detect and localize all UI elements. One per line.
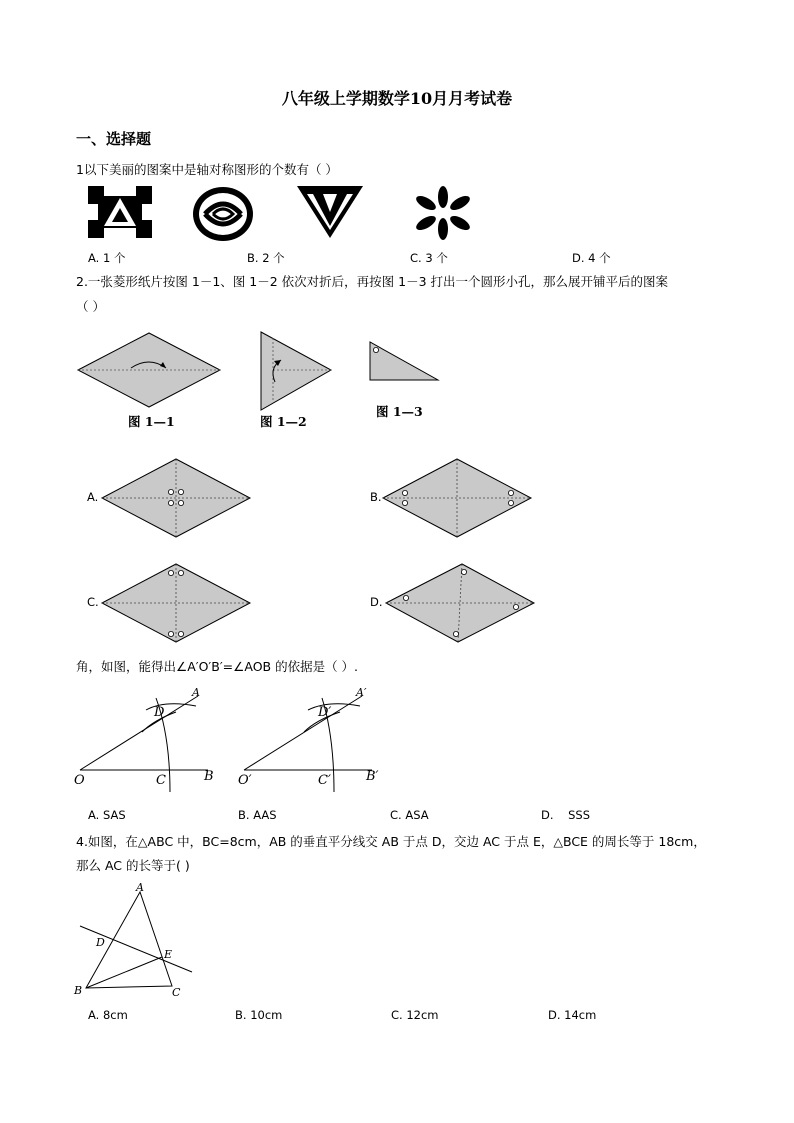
logo-pattern-2-icon — [192, 186, 254, 242]
q1-option-c: C. 3 个 — [410, 251, 448, 265]
q4-label-d: D — [96, 936, 105, 949]
q2-option-d-diagram — [384, 562, 536, 644]
fig-1-2-label: 图 1—2 — [260, 414, 307, 429]
q2-option-a: A. — [87, 490, 99, 504]
fig-1-3-label: 图 1—3 — [376, 404, 423, 419]
q1-option-d: D. 4 个 — [572, 251, 611, 265]
q3-option-b: B. AAS — [238, 808, 277, 822]
q4-label-e: E — [164, 948, 173, 961]
q3-figure-right — [236, 684, 386, 794]
fig-1-1-diagram — [76, 330, 222, 410]
fig-1-1-label: 图 1—1 — [128, 414, 175, 429]
q3-left-label-b: B — [204, 769, 214, 784]
fig-1-2-diagram — [259, 330, 333, 412]
logo-pattern-4-icon — [412, 186, 474, 240]
q2-text-line2: （ ） — [76, 299, 105, 314]
q4-option-c: C. 12cm — [391, 1008, 439, 1022]
q3-option-c: C. ASA — [390, 808, 429, 822]
q1-option-b: B. 2 个 — [247, 251, 285, 265]
q3-left-label-c: C — [156, 773, 166, 788]
q2-option-a-diagram — [100, 457, 252, 539]
page-title: 八年级上学期数学10月月考试卷 — [281, 89, 513, 108]
q2-option-b: B. — [370, 490, 382, 504]
q3-option-a: A. SAS — [88, 808, 126, 822]
q3-left-label-a: A — [192, 686, 200, 699]
fig-1-3-diagram — [368, 340, 440, 382]
q3-right-label-a: A′ — [356, 686, 367, 699]
q4-text-line2: 那么 AC 的长等于( ) — [76, 858, 190, 873]
q3-figure-left — [72, 684, 222, 794]
q4-label-a: A — [136, 881, 144, 894]
q3-text: 角，如图，能得出∠A′O′B′=∠AOB 的依据是（ ）. — [76, 659, 359, 674]
q1-option-a: A. 1 个 — [88, 251, 126, 265]
q4-option-d: D. 14cm — [548, 1008, 597, 1022]
q3-right-label-o: O′ — [238, 773, 252, 788]
logo-pattern-1-icon — [88, 186, 152, 238]
q3-option-d: D. SSS — [541, 808, 591, 822]
q2-option-d: D. — [370, 595, 383, 609]
q3-right-label-b: B′ — [366, 769, 379, 784]
q4-text-line1: 4.如图，在△ABC 中，BC=8cm，AB 的垂直平分线交 AB 于点 D，交边 AC 于点 E，△BCE 的周长等于 18cm， — [76, 834, 706, 849]
q4-label-b: B — [74, 984, 83, 997]
q4-label-c: C — [172, 986, 181, 999]
q3-right-label-c: C′ — [318, 773, 331, 788]
q3-left-label-d: D — [154, 705, 165, 720]
q3-right-label-d: D′ — [318, 705, 332, 720]
q3-left-label-o: O — [74, 773, 85, 788]
q1-text: 1以下美丽的图案中是轴对称图形的个数有（ ） — [76, 162, 338, 177]
logo-pattern-3-icon — [297, 186, 363, 238]
q2-option-c: C. — [87, 595, 99, 609]
q4-triangle-figure — [72, 880, 196, 1000]
q2-option-b-diagram — [381, 457, 533, 539]
q2-text-line1: 2.一张菱形纸片按图 1－1、图 1－2 依次对折后，再按图 1－3 打出一个圆形小孔，那么展开铺平后的图案 — [76, 274, 669, 289]
section-heading: 一、选择题 — [76, 130, 152, 148]
q4-option-b: B. 10cm — [235, 1008, 283, 1022]
q4-option-a: A. 8cm — [88, 1008, 128, 1022]
q2-option-c-diagram — [100, 562, 252, 644]
